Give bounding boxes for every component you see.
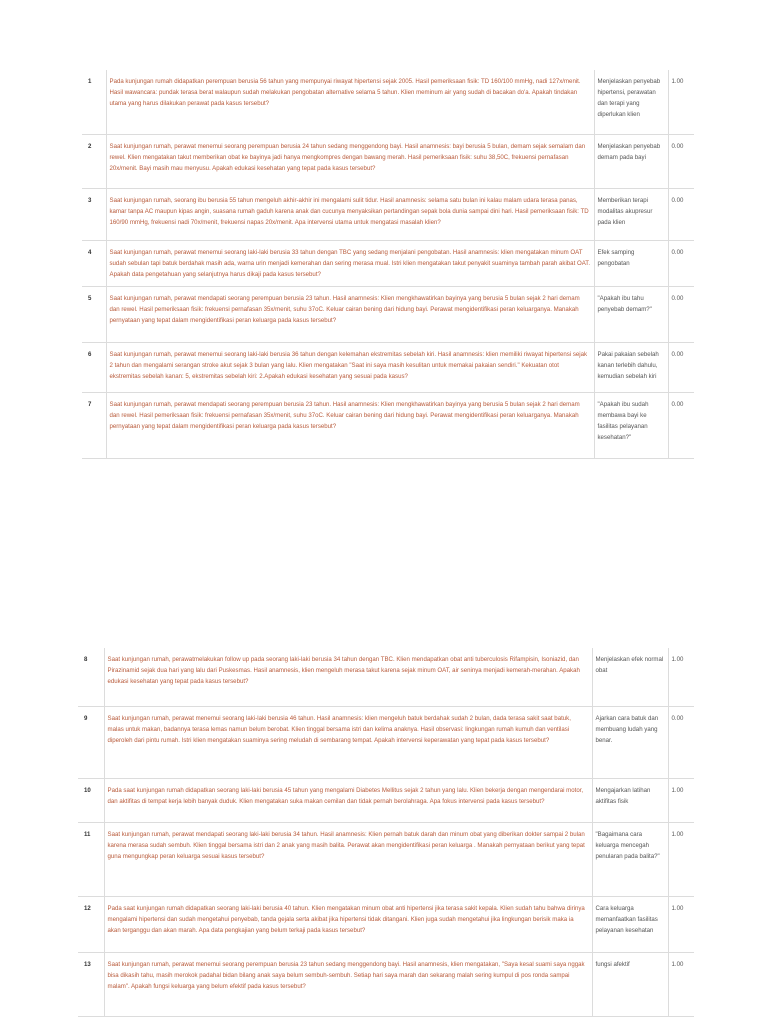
table-row: [78, 648, 694, 706]
question-number: 1: [82, 70, 106, 134]
answer-sheet-page-1: [82, 70, 694, 466]
question-text: Saat kunjungan rumah, perawat mendapati seorang perempuan berusia 23 tahun. Hasil anamnesis: Klien mengkhawatirkan bayinya yang berusia 5 bulan sejak 2 hari demam dan rewel. Hasil pemeriksaan fisik: frekuensi pernafasan 35x/menit, suhu 37oC. Keluar cairan bening dari hidung bayi. Perawat mengidentifikasi peran keluarganya. Manakah pernyataan yang tepat dalam mengidentifikasi peran keluarga pada kasus tersebut?: [106, 392, 594, 458]
table-row: [82, 240, 694, 286]
score: 1.00: [668, 896, 694, 952]
score: 1.00: [668, 70, 694, 134]
question-text: Saat kunjungan rumah, perawat menemui seorang perempuan berusia 24 tahun sedang menggendong bayi. Hasil anamnesis: bayi berusia 5 bulan, demam sejak semalam dan rewel. Klien mengatakan takut memberikan obat ke bayinya jadi hanya mengkompres dengan bawang merah. Hasil pemeriksaan fisik: suhu 38,50C, frekuensi pernafasan 20x/menit. Bayi masih mau menyusu. Apakah edukasi kesehatan yang tepat pada kasus tersebut?: [106, 134, 594, 188]
selected-answer: "Apakah ibu tahu penyebab demam?": [594, 286, 668, 342]
selected-answer: Menjelaskan penyebab demam pada bayi: [594, 134, 668, 188]
selected-answer: Pakai pakaian sebelah kanan terlebih dahulu, kemudian sebelah kiri: [594, 342, 668, 392]
table-row: [82, 286, 694, 342]
question-number: 3: [82, 188, 106, 240]
question-text: Saat kunjungan rumah, seorang ibu berusia 55 tahun mengeluh akhir-akhir ini mengalami sulit tidur. Hasil anamnesis: selama satu bulan ini kalau malam udara terasa panas, kamar tanpa AC maupun kipas angin, suasana rumah gaduh karena anak dan cucunya menyaksikan pertandingan sepak bola dunia sampai dini hari. Hasil pemeriksaan fisik: TD 160/90 mmHg, frekuensi nadi 70x/menit, frekuensi napas 20x/menit. Apa intervensi utama untuk mengatasi masalah klien?: [106, 188, 594, 240]
question-text: Saat kunjungan rumah, perawatmelakukan follow up pada seorang laki-laki berusia 34 tahun dengan TBC. Klien mendapatkan obat anti tuberculosis Rifampisin, Isoniazid, dan Pirazinamid sejak dua hari yang lalu dari Puskesmas. Hasil anamnesis, klien mengeluh merasa takut karena sejak minum OAT, air seninya menjadi kemerah-merahan. Apakah edukasi kesehatan yang tepat pada kasus tersebut?: [104, 648, 592, 706]
score: 0.00: [668, 240, 694, 286]
score: 1.00: [668, 822, 694, 896]
question-text: Saat kunjungan rumah, perawat menemui seorang laki-laki berusia 33 tahun dengan TBC yang sedang menjalani pengobatan. Hasil anamnesis: klien mengatakan minum OAT sudah sebulan tapi batuk berdahak masih ada, warna urin menjadi kemerahan dan sering merasa mual. Istri klien mengatakan takut penyakit suaminya tambah parah akibat OAT. Apakah data pengetahuan yang selanjutnya harus dikaji pada kasus tersebut?: [106, 240, 594, 286]
score: 0.00: [668, 342, 694, 392]
question-number: 13: [78, 952, 104, 1016]
score: 1.00: [668, 952, 694, 1016]
question-text: Saat kunjungan rumah, perawat mendapati seorang laki-laki berusia 34 tahun. Hasil anamnesis: Klien pernah batuk darah dan minum obat yang diberikan dokter sampai 2 bulan karena merasa sudah sembuh. Klien tinggal bersama istri dan 2 anak yang masih balita. Perawat akan mengidentifikasi peran keluarga . Manakah pernyataan berikut yang tepat guna mengungkap peran keluarga sesuai kasus tersebut?: [104, 822, 592, 896]
selected-answer: Ajarkan cara batuk dan membuang ludah yang benar.: [592, 706, 668, 778]
selected-answer: Mengajarkan latihan aktifitas fisik: [592, 778, 668, 822]
question-text: Saat kunjungan rumah, perawat menemui seorang laki-laki berusia 46 tahun. Hasil anamnesis: klien mengeluh batuk berdahak sudah 2 bulan, dada terasa sakit saat batuk, malas untuk makan, badannya terasa lemas namun belum berobat. Klien tinggal bersama istri dan kelima anaknya. Hasil observasi: lingkungan rumah kumuh dan ventilasi diperoleh dari pintu rumah. Istri klien mengatakan suaminya sering meludah di sembarang tempat. Apakah intervensi keperawatan yang tepat pada kasus tersebut?: [104, 706, 592, 778]
table-row: [78, 896, 694, 952]
score: 0.00: [668, 392, 694, 458]
score: 1.00: [668, 778, 694, 822]
selected-answer: Menjelaskan penyebab hipertensi, perawatan dan terapi yang diperlukan klien: [594, 70, 668, 134]
question-number: 12: [78, 896, 104, 952]
question-text: Saat kunjungan rumah, perawat menemui seorang laki-laki berusia 36 tahun dengan kelemahan ekstremitas sebelah kiri. Hasil anamnesis: klien memiliki riwayat hipertensi sejak 2 tahun dan mengalami serangan stroke akut sejak 3 bulan yang lalu. Klien mengatakan "Saat ini saya masih kesulitan untuk memakai pakaian sendiri." Kekuatan otot ekstremitas sebelah kanan: 5, ekstremitas sebelah kiri: 2.Apakah edukasi kesehatan yang sesuai pada kasus?: [106, 342, 594, 392]
table-row: [78, 952, 694, 1016]
table-row: [78, 778, 694, 822]
question-number: 2: [82, 134, 106, 188]
score: 0.00: [668, 286, 694, 342]
question-text: Pada saat kunjungan rumah didapatkan seorang laki-laki berusia 40 tahun. Klien mengatakan minum obat anti hipertensi jika terasa sakit kepala. Klien sudah tahu bahwa dirinya mengalami hipertensi dan sudah mengetahui penyebab, tanda gejala serta akibat jika hipertensi tidak ditangani. Klien juga sudah mengetahui jika lingkungan berisik maka ia akan terganggu dan akan marah. Apa data pengkajian yang belum terkaji pada kasus tersebut?: [104, 896, 592, 952]
question-number: 4: [82, 240, 106, 286]
question-text: Saat kunjungan rumah, perawat mendapati seorang perempuan berusia 23 tahun. Hasil anamnesis: Klien mengkhawatirkan bayinya yang berusia 5 bulan sejak 2 hari demam dan rewel. Hasil pemeriksaan fisik: frekuensi pernafasan 35x/menit, suhu 37oC. Keluar cairan bening dari hidung bayi. Perawat mengidentifikasi peran keluarganya. Manakah pernyataan yang tepat dalam mengidentifikasi peran keluarga pada kasus tersebut?: [106, 286, 594, 342]
table-row: [82, 392, 694, 458]
score: 1.00: [668, 648, 694, 706]
question-number: 5: [82, 286, 106, 342]
question-text: Saat kunjungan rumah, perawat menemui seorang perempuan berusia 23 tahun sedang menggendong bayi. Hasil anamnesis, klien mengatakan, "Saya kesal suami saya nggak bisa dikasih tahu, masih merokok padahal bidan bilang anak saya belum sembuh-sembuh. Setiap hari saya marah dan sekarang malah sering kumpul di pos ronda sampai malam". Apakah fungsi keluarga yang belum efektif pada kasus tersebut?: [104, 952, 592, 1016]
question-text: Pada kunjungan rumah didapatkan perempuan berusia 56 tahun yang mempunyai riwayat hipertensi sejak 2005. Hasil pemeriksaan fisik: TD 160/100 mmHg, nadi 127x/menit. Hasil wawancara: pundak terasa berat walaupun sudah melakukan pengobatan alternative selama 5 tahun. Klien meminum air yang sudah di bacakan do'a. Apakah tindakan utama yang harus dilakukan perawat pada kasus tersebut?: [106, 70, 594, 134]
selected-answer: "Bagaimana cara keluarga mencegah penularan pada balita?": [592, 822, 668, 896]
table-row: [82, 342, 694, 392]
table-row: [82, 188, 694, 240]
question-number: 10: [78, 778, 104, 822]
question-number: 6: [82, 342, 106, 392]
table-row: [78, 822, 694, 896]
answer-table: [78, 648, 694, 1017]
score: 0.00: [668, 188, 694, 240]
selected-answer: Memberikan terapi modalitas akupresur pada klien: [594, 188, 668, 240]
table-row: [78, 706, 694, 778]
selected-answer: Cara keluarga memanfaatkan fasilitas pelayanan kesehatan: [592, 896, 668, 952]
question-number: 11: [78, 822, 104, 896]
selected-answer: Efek samping pengobatan: [594, 240, 668, 286]
score: 0.00: [668, 706, 694, 778]
selected-answer: fungsi afektif: [592, 952, 668, 1016]
question-number: 7: [82, 392, 106, 458]
score: 0.00: [668, 134, 694, 188]
question-number: 8: [78, 648, 104, 706]
answer-table: [82, 70, 694, 459]
question-text: Pada saat kunjungan rumah didapatkan seorang laki-laki berusia 45 tahun yang mengalami Diabetes Mellitus sejak 2 tahun yang lalu. Klien bekerja dengan mengendarai motor, dan aktifitas di tempat kerja lebih banyak duduk. Klien mengatakan suka makan cemilan dan tidak pernah berolahraga. Apa fokus intervensi pada kasus tersebut?: [104, 778, 592, 822]
selected-answer: Menjelaskan efek normal obat: [592, 648, 668, 706]
selected-answer: "Apakah ibu sudah membawa bayi ke fasilitas pelayanan kesehatan?": [594, 392, 668, 458]
question-number: 9: [78, 706, 104, 778]
answer-sheet-page-2: [78, 648, 694, 1024]
table-row: [82, 134, 694, 188]
table-row: [82, 70, 694, 134]
